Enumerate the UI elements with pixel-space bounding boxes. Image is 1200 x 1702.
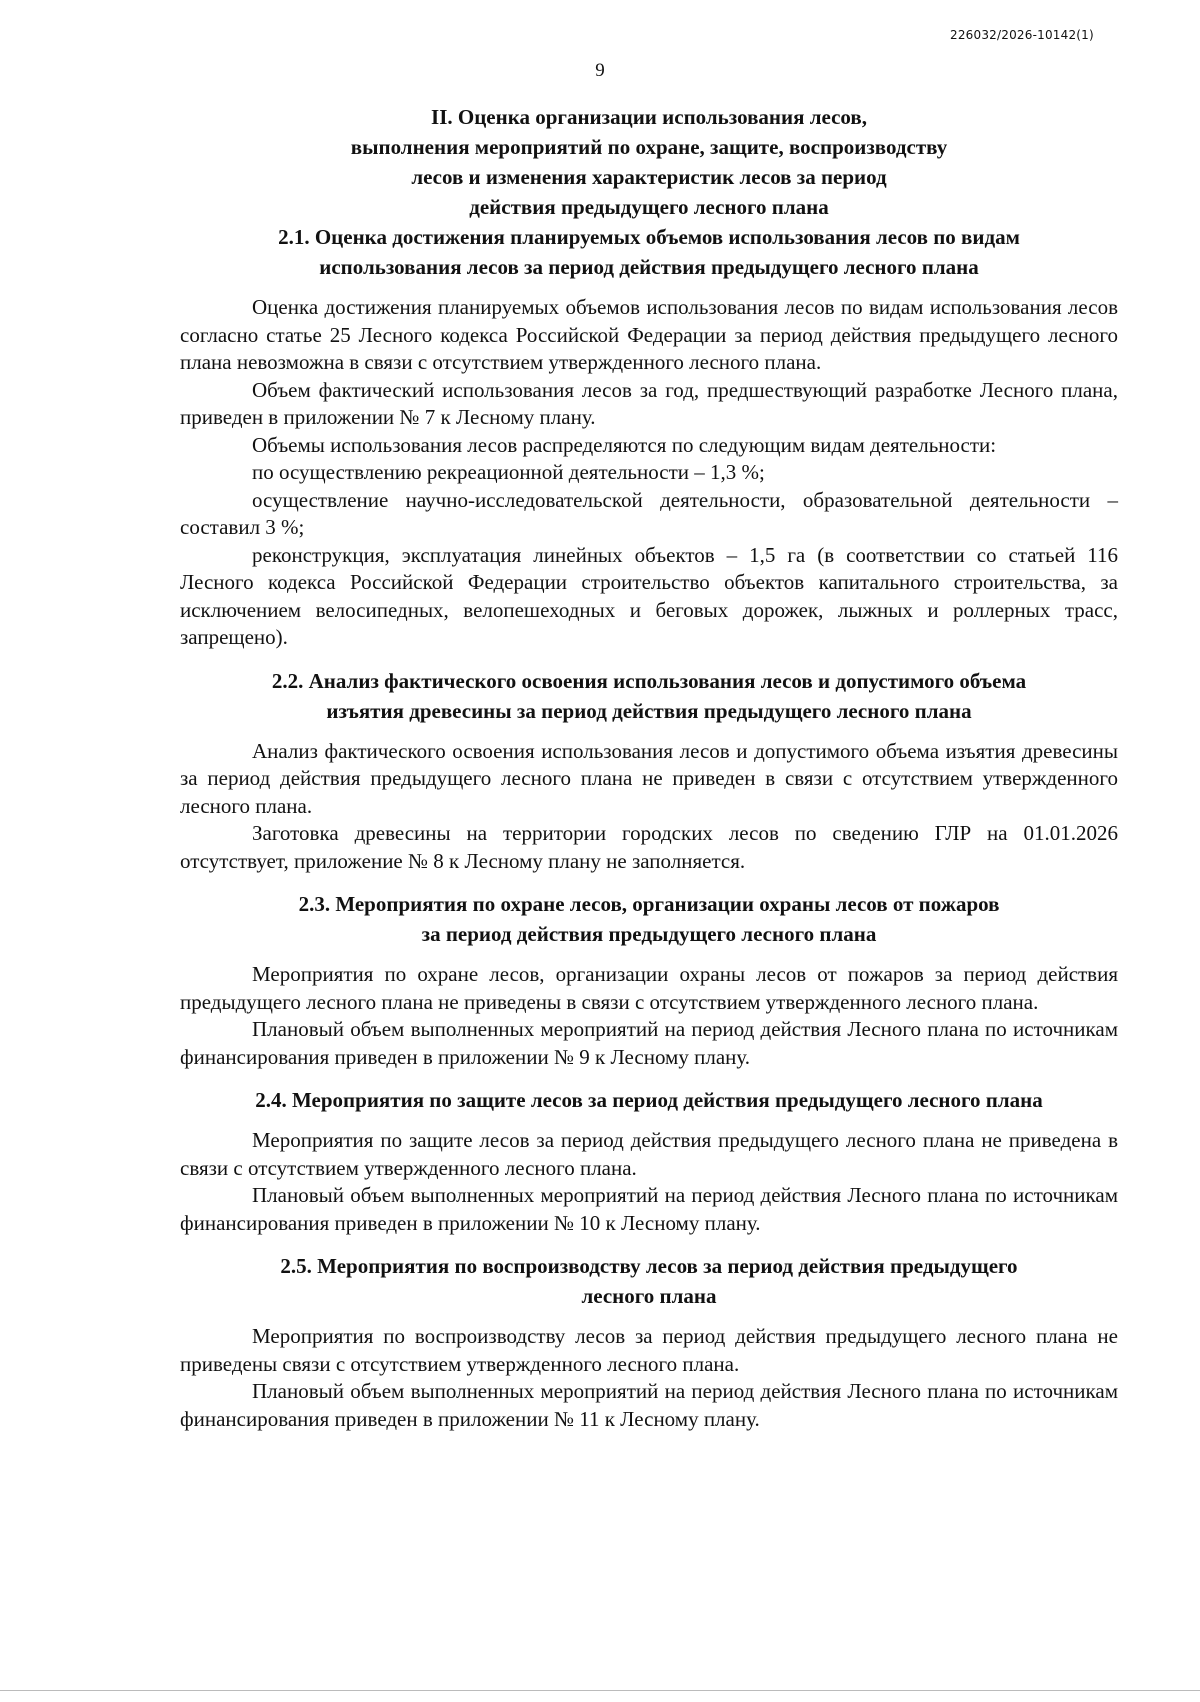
- chapter-title-line: действия предыдущего лесного плана: [469, 195, 829, 219]
- section-heading-2-5: [180, 1251, 1118, 1311]
- chapter-title-line: II. Оценка организации использования лесов,: [431, 105, 867, 129]
- scan-edge-line: [0, 1690, 1200, 1691]
- paragraph: Плановый объем выполненных мероприятий на период действия Лесного плана по источникам финансирования приведен в приложении № 11 к Лесному плану.: [180, 1379, 1118, 1431]
- section-heading-line: 2.3. Мероприятия по охране лесов, организации охраны лесов от пожаров: [298, 892, 1000, 916]
- paragraph: Анализ фактического освоения использования лесов и допустимого объема изъятия древесины за период действия предыдущего лесного плана не приведен в связи с отсутствием утвержденного лесного плана.: [180, 738, 1118, 818]
- chapter-title: [180, 102, 1118, 222]
- section-heading-line: за период действия предыдущего лесного плана: [421, 922, 877, 946]
- chapter-title-line: лесов и изменения характеристик лесов за период: [411, 165, 887, 189]
- paragraph: Плановый объем выполненных мероприятий на период действия Лесного плана по источникам финансирования приведен в приложении № 9 к Лесному плану.: [180, 1017, 1118, 1069]
- paragraph: Объем фактический использования лесов за год, предшествующий разработке Лесного плана, приведен в приложении № 7 к Лесному плану.: [180, 377, 1118, 429]
- document-id: 226032/2026-10142(1): [950, 28, 1094, 42]
- section-heading-2-2: [180, 666, 1118, 726]
- section-heading-line: лесного плана: [581, 1284, 717, 1308]
- paragraph: реконструкция, эксплуатация линейных объектов – 1,5 га (в соответствии со статьей 116 Лесного кодекса Российской Федерации строительство объектов капитального строительства, за исключением велосипедных, велопешеходных и беговых дорожек, лыжных и роллерных трасс, запрещено).: [180, 542, 1118, 649]
- section-heading-line: использования лесов за период действия предыдущего лесного плана: [319, 255, 979, 279]
- page-number: 9: [595, 60, 605, 81]
- section-heading-line: 2.4. Мероприятия по защите лесов за период действия предыдущего лесного плана: [255, 1088, 1043, 1112]
- paragraph: по осуществлению рекреационной деятельности – 1,3 %;: [252, 460, 765, 484]
- paragraph: Мероприятия по охране лесов, организации охраны лесов от пожаров за период действия предыдущего лесного плана не приведены в связи с отсутствием утвержденного лесного плана.: [180, 962, 1118, 1014]
- section-heading-2-4: [180, 1085, 1118, 1115]
- section-heading-line: изъятия древесины за период действия предыдущего лесного плана: [326, 698, 972, 723]
- paragraph: осуществление научно-исследовательской деятельности, образовательной деятельности – составил 3 %;: [180, 487, 1118, 539]
- chapter-title-line: выполнения мероприятий по охране, защите, воспроизводству: [350, 135, 948, 159]
- section-heading-2-1: [180, 222, 1118, 282]
- paragraph: Мероприятия по защите лесов за период действия предыдущего лесного плана не приведена в связи с отсутствием утвержденного лесного плана.: [180, 1128, 1118, 1180]
- paragraph: Заготовка древесины на территории городских лесов по сведению ГЛР на 01.01.2026 отсутствует, приложение № 8 к Лесному плану не заполняется.: [180, 821, 1118, 873]
- paragraph: Оценка достижения планируемых объемов использования лесов по видам использования лесов согласно статье 25 Лесного кодекса Российской Федерации за период действия предыдущего лесного плана невозможна в связи с отсутствием утвержденного лесного плана.: [180, 295, 1118, 374]
- paragraph: Объемы использования лесов распределяются по следующим видам деятельности:: [252, 432, 997, 457]
- paragraph: Плановый объем выполненных мероприятий на период действия Лесного плана по источникам финансирования приведен в приложении № 10 к Лесному плану.: [180, 1183, 1118, 1235]
- page-content: [180, 102, 1118, 1433]
- section-heading-2-3: [180, 889, 1118, 949]
- section-heading-line: 2.1. Оценка достижения планируемых объемов использования лесов по видам: [278, 225, 1020, 249]
- section-heading-line: 2.2. Анализ фактического освоения использования лесов и допустимого объема: [271, 668, 1027, 693]
- section-heading-line: 2.5. Мероприятия по воспроизводству лесов за период действия предыдущего: [280, 1254, 1018, 1278]
- paragraph: Мероприятия по воспроизводству лесов за период действия предыдущего лесного плана не приведены связи с отсутствием утвержденного лесного плана.: [180, 1324, 1118, 1376]
